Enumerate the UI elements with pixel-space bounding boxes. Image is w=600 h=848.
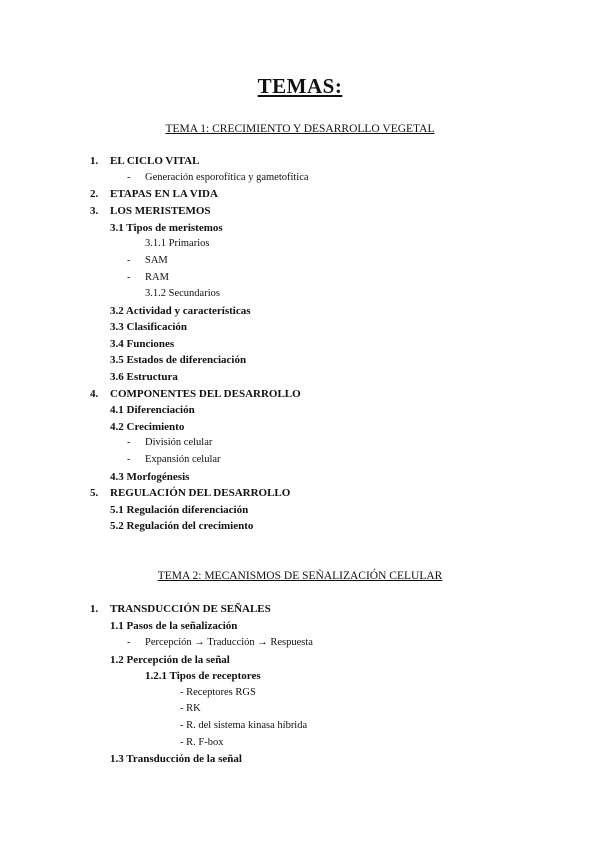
tema1-s5-1: 5.1 Regulación diferenciación (110, 504, 249, 516)
tema2-s1-1-a: Percepción → Traducción → Respuesta (145, 637, 313, 648)
tema1-s4-2: 4.2 Crecimiento (110, 421, 185, 433)
tema2-receptor-3: - R. del sistema kinasa híbrida (180, 720, 308, 731)
tema1-s1-title: EL CICLO VITAL (110, 155, 200, 167)
tema1-s5-number: 5. (90, 487, 99, 499)
tema1-s3-1: 3.1 Tipos de meristemos (110, 222, 223, 234)
tema1-s5-2: 5.2 Regulación del crecimiento (110, 520, 254, 532)
bullet-dash: - (127, 255, 131, 266)
tema2-s1-number: 1. (90, 603, 99, 615)
tema2-s1-1: 1.1 Pasos de la señalización (110, 620, 238, 632)
tema1-s3-1-2: 3.1.2 Secundarios (145, 288, 220, 299)
tema1-s3-number: 3. (90, 205, 99, 217)
tema2-heading: TEMA 2: MECANISMOS DE SEÑALIZACIÓN CELULAR (157, 570, 443, 582)
tema1-s5-title: REGULACIÓN DEL DESARROLLO (110, 487, 291, 499)
tema2-s1-title: TRANSDUCCIÓN DE SEÑALES (110, 603, 271, 615)
tema2-s1-2-1: 1.2.1 Tipos de receptores (145, 670, 261, 682)
tema1-s3-3: 3.3 Clasificación (110, 321, 187, 333)
tema1-s2-number: 2. (90, 188, 99, 200)
tema1-s4-number: 4. (90, 388, 99, 400)
tema2-receptor-2: - RK (180, 703, 201, 714)
tema1-s1-number: 1. (90, 155, 99, 167)
tema1-s3-1-1: 3.1.1 Primarios (145, 238, 210, 249)
bullet-dash: - (127, 637, 131, 648)
tema1-s3-2: 3.2 Actividad y características (110, 305, 251, 317)
tema1-s3-4: 3.4 Funciones (110, 338, 175, 350)
tema1-s3-6: 3.6 Estructura (110, 371, 178, 383)
tema1-s4-3: 4.3 Morfogénesis (110, 471, 190, 483)
tema1-s3-5: 3.5 Estados de diferenciación (110, 354, 247, 366)
bullet-dash: - (127, 172, 131, 183)
page-title: TEMAS: (257, 74, 343, 98)
bullet-dash: - (127, 272, 131, 283)
tema2-receptor-4: - R. F-box (180, 737, 224, 748)
tema1-s1-item: Generación esporofítica y gametofítica (145, 172, 309, 183)
tema1-s2-title: ETAPAS EN LA VIDA (110, 188, 218, 200)
tema2-s1-3: 1.3 Transducción de la señal (110, 753, 242, 765)
tema1-s4-title: COMPONENTES DEL DESARROLLO (110, 388, 301, 400)
tema1-s4-2-a: División celular (145, 437, 213, 448)
tema2-s1-2: 1.2 Percepción de la señal (110, 654, 230, 666)
tema1-s4-2-b: Expansión celular (145, 454, 221, 465)
bullet-dash: - (127, 454, 131, 465)
tema1-sam: SAM (145, 255, 168, 266)
tema1-s3-title: LOS MERISTEMOS (110, 205, 211, 217)
tema2-receptor-1: - Receptores RGS (180, 687, 256, 698)
tema1-heading: TEMA 1: CRECIMIENTO Y DESARROLLO VEGETAL (165, 123, 435, 135)
tema1-ram: RAM (145, 272, 169, 283)
tema1-s4-1: 4.1 Diferenciación (110, 404, 195, 416)
bullet-dash: - (127, 437, 131, 448)
